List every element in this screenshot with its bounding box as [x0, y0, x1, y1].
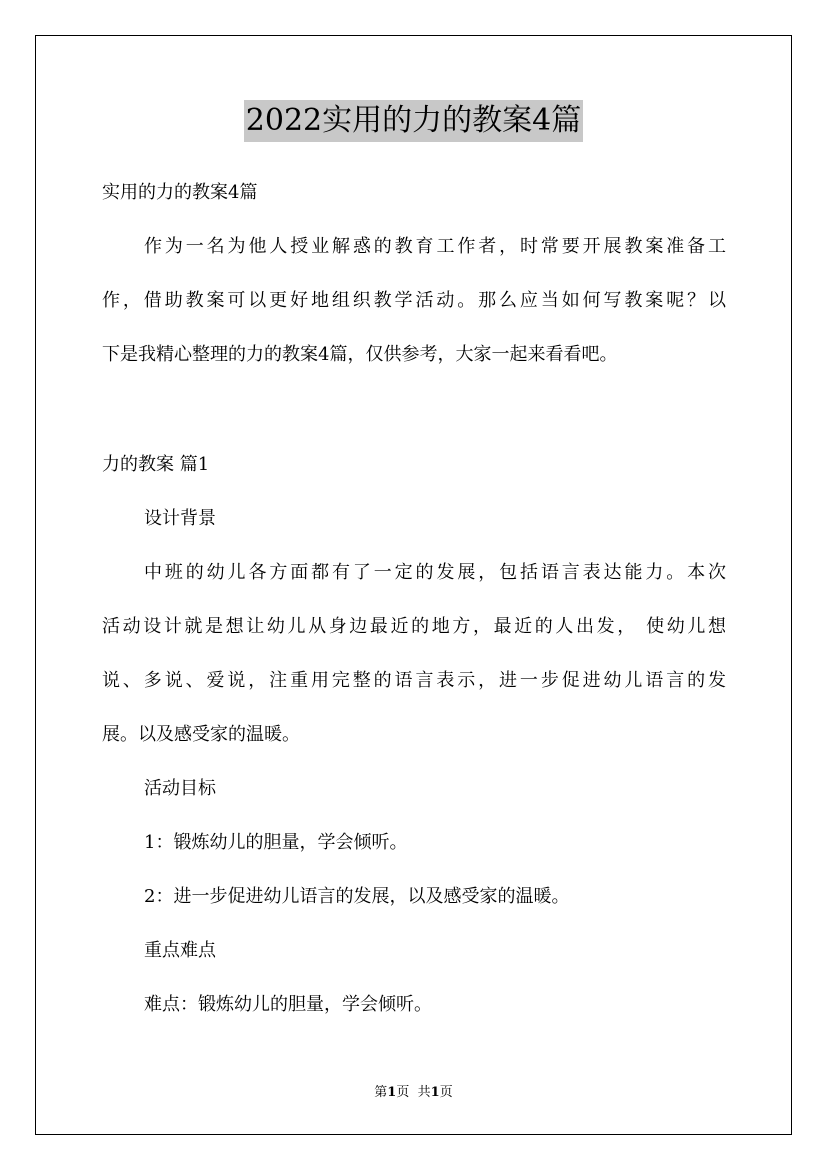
- goal-item-2: 2：进一步促进幼儿语言的发展，以及感受家的温暖。: [144, 886, 570, 907]
- background-paragraph-line-2: 活动设计就是想让幼儿从身边最近的地方，最近的人出发， 使幼儿想: [102, 616, 726, 637]
- subtitle-line: 实用的力的教案4篇: [102, 182, 258, 203]
- page-footer: [0, 1084, 827, 1102]
- intro-paragraph-line-1: 作为一名为他人授业解惑的教育工作者，时常要开展教案准备工: [144, 236, 726, 257]
- background-paragraph-line-4: 展。以及感受家的温暖。: [102, 724, 300, 745]
- footer-page-prefix: 第: [374, 1085, 388, 1100]
- heading-key-difficulties: 重点难点: [144, 940, 216, 961]
- background-paragraph-line-3: 说、多说、爱说，注重用完整的语言表示，进一步促进幼儿语言的发: [102, 670, 726, 691]
- section-heading-lesson-1: 力的教案 篇1: [102, 454, 210, 475]
- intro-paragraph-line-3: 下是我精心整理的力的教案4篇，仅供参考，大家一起来看看吧。: [102, 344, 618, 365]
- footer-total-prefix: 共: [417, 1085, 431, 1100]
- footer-total-suffix: 页: [439, 1085, 453, 1100]
- background-paragraph-line-1: 中班的幼儿各方面都有了一定的发展，包括语言表达能力。本次: [144, 562, 726, 583]
- difficulty-item: 难点：锻炼幼儿的胆量，学会倾听。: [144, 994, 432, 1015]
- heading-design-background: 设计背景: [144, 508, 216, 529]
- footer-page-suffix: 页: [396, 1085, 410, 1100]
- intro-paragraph-line-2: 作，借助教案可以更好地组织教学活动。那么应当如何写教案呢？以: [102, 290, 726, 311]
- footer-page-number: 1: [387, 1085, 397, 1100]
- goal-item-1: 1：锻炼幼儿的胆量，学会倾听。: [144, 832, 408, 853]
- title-container: [0, 100, 827, 142]
- heading-activity-goals: 活动目标: [144, 778, 216, 799]
- document-title: 2022实用的力的教案4篇: [244, 100, 583, 142]
- footer-total-number: 1: [430, 1085, 440, 1100]
